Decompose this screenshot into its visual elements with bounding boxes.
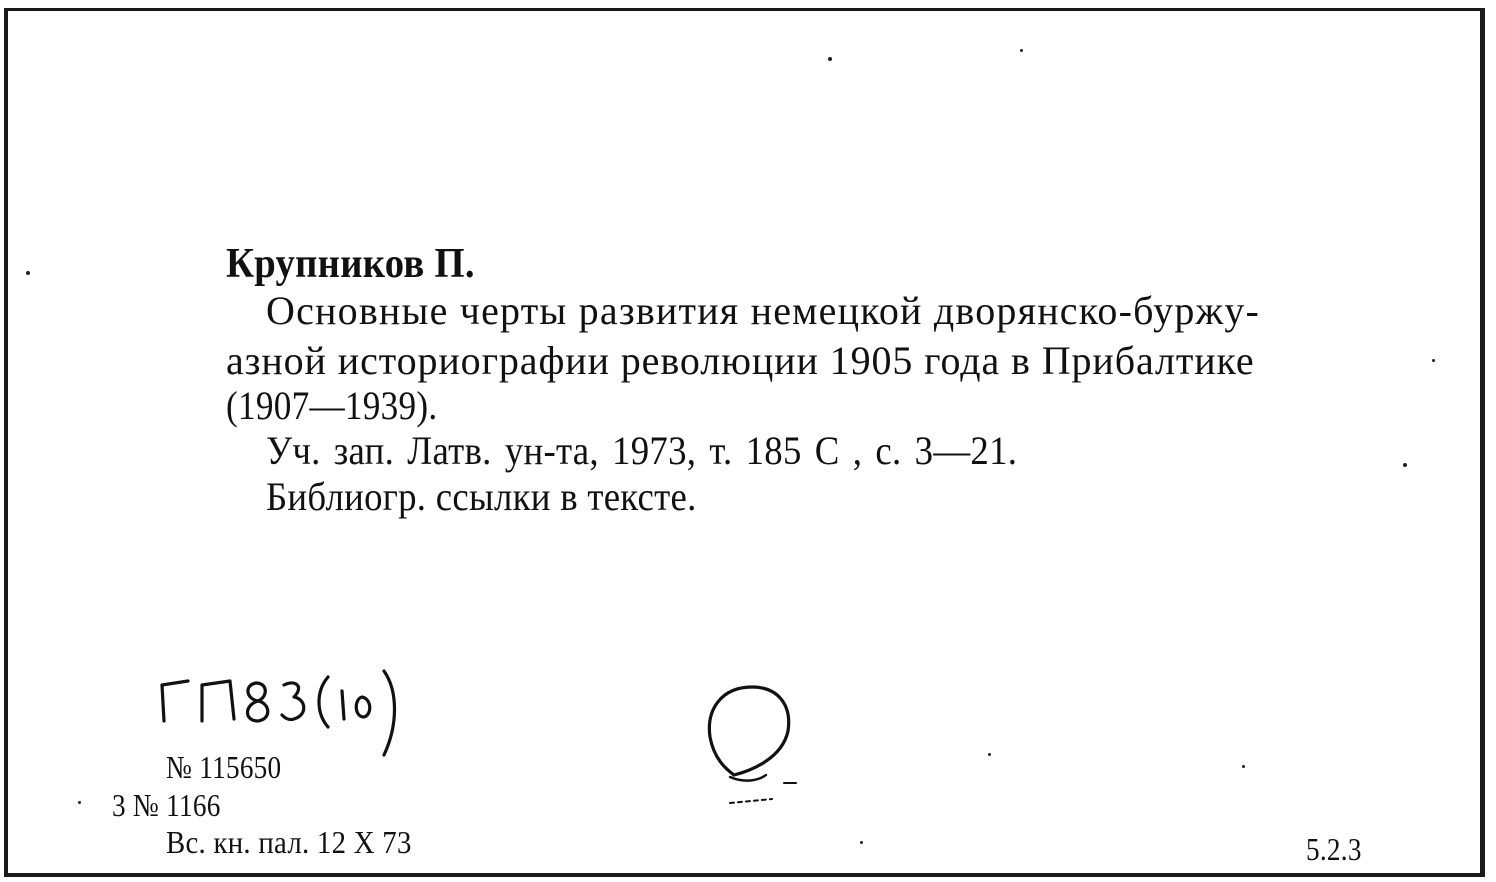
scan-speck <box>1432 359 1435 362</box>
scan-speck <box>1020 49 1023 52</box>
scan-speck <box>1403 463 1407 467</box>
order-number: 3 № 1166 <box>112 787 221 823</box>
scan-speck <box>78 801 81 804</box>
bibliography-note: Библиогр. ссылки в тексте. <box>266 474 697 519</box>
title-line-2: азной историографии революции 1905 года в Прибалтике <box>226 338 1255 383</box>
title-line-1: Основные черты развития немецкой дворянско-буржу- <box>266 288 1261 333</box>
scan-speck <box>828 57 832 61</box>
stamp-mark <box>700 679 810 819</box>
handwritten-shelfmark <box>158 663 438 763</box>
inventory-number: № 115650 <box>166 749 282 785</box>
author-name: Крупников П. <box>226 241 475 287</box>
catalog-card <box>4 8 1485 877</box>
title-line-3: (1907—1939). <box>226 383 438 428</box>
classification-code: 5.2.3 <box>1306 831 1362 867</box>
scan-speck <box>860 841 863 844</box>
chamber-note: Вс. кн. пал. 12 X 73 <box>166 824 412 860</box>
source-citation: Уч. зап. Латв. ун-та, 1973, т. 185 С , с. 3—21. <box>266 428 1018 473</box>
scan-speck <box>1242 765 1245 768</box>
scan-speck <box>26 271 30 275</box>
scan-speck <box>988 753 991 756</box>
